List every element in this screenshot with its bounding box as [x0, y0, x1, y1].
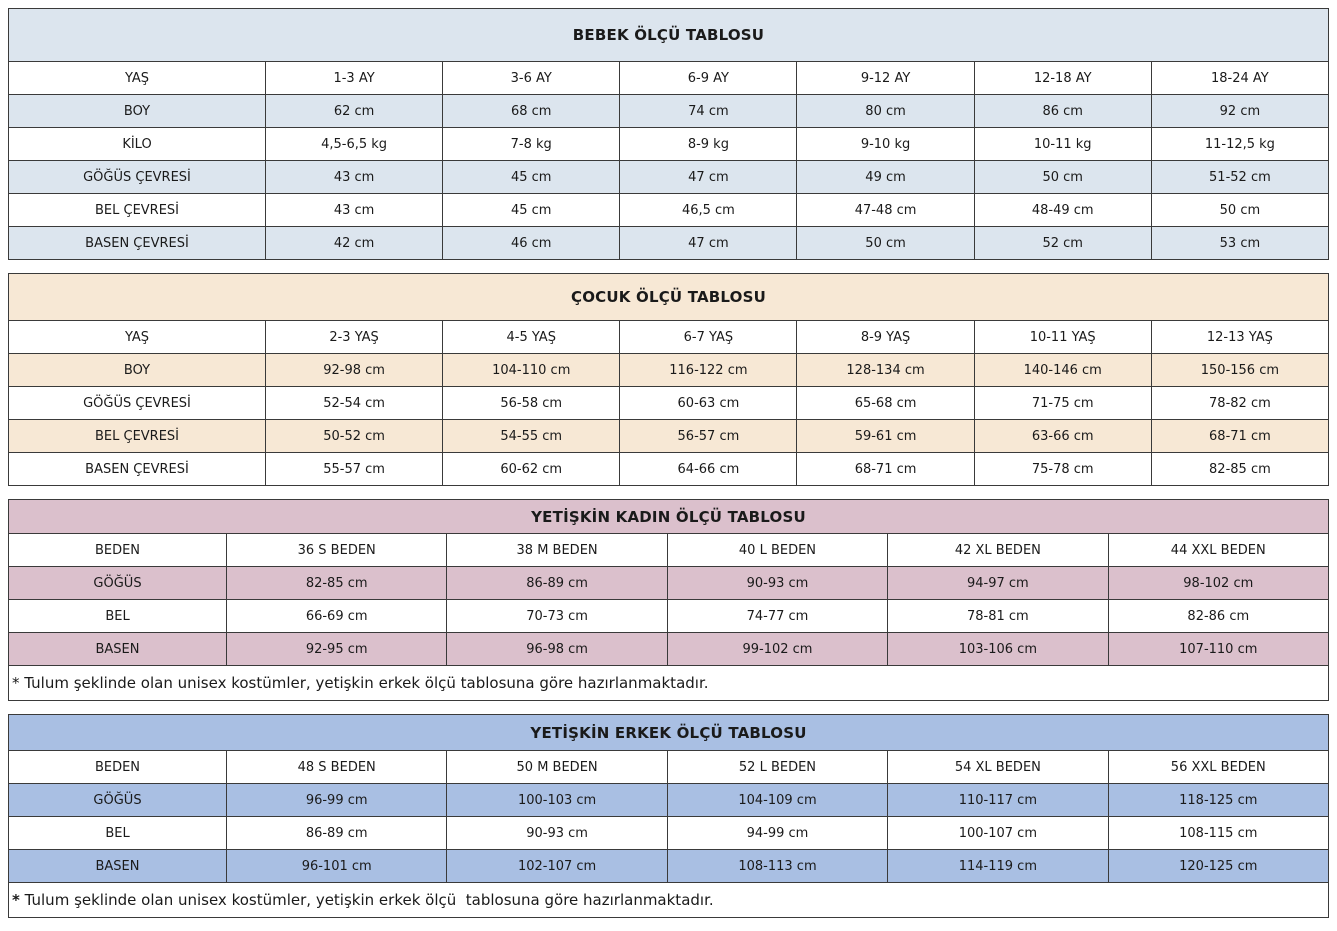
row-label-cell: BASEN — [9, 633, 227, 666]
table-row — [9, 784, 1329, 817]
value-cell: 1-3 AY — [266, 62, 443, 95]
table-row — [9, 817, 1329, 850]
value-cell: 2-3 YAŞ — [266, 321, 443, 354]
value-cell: 44 XXL BEDEN — [1108, 534, 1328, 567]
value-cell: 55-57 cm — [266, 453, 443, 486]
value-cell: 80 cm — [797, 95, 974, 128]
table-row — [9, 227, 1329, 260]
baby-size-table-section — [8, 8, 1329, 260]
value-cell: 10-11 YAŞ — [974, 321, 1151, 354]
value-cell: 3-6 AY — [443, 62, 620, 95]
table-row — [9, 354, 1329, 387]
value-cell: 56-57 cm — [620, 420, 797, 453]
value-cell: 48-49 cm — [974, 194, 1151, 227]
value-cell: 90-93 cm — [667, 567, 887, 600]
value-cell: 98-102 cm — [1108, 567, 1328, 600]
value-cell: 75-78 cm — [974, 453, 1151, 486]
value-cell: 50 cm — [1151, 194, 1328, 227]
value-cell: 4-5 YAŞ — [443, 321, 620, 354]
value-cell: 48 S BEDEN — [227, 751, 447, 784]
row-label-cell: BEDEN — [9, 534, 227, 567]
value-cell: 71-75 cm — [974, 387, 1151, 420]
value-cell: 104-110 cm — [443, 354, 620, 387]
footnote-asterisk: * — [12, 891, 20, 909]
value-cell: 82-85 cm — [1151, 453, 1328, 486]
value-cell: 49 cm — [797, 161, 974, 194]
value-cell: 46 cm — [443, 227, 620, 260]
row-label-cell: KİLO — [9, 128, 266, 161]
value-cell: 59-61 cm — [797, 420, 974, 453]
table-row — [9, 751, 1329, 784]
row-label-cell: BEL — [9, 600, 227, 633]
value-cell: 52-54 cm — [266, 387, 443, 420]
table-title: YETİŞKİN ERKEK ÖLÇÜ TABLOSU — [9, 715, 1329, 751]
value-cell: 86-89 cm — [447, 567, 667, 600]
footnote-row — [9, 883, 1329, 918]
value-cell: 78-82 cm — [1151, 387, 1328, 420]
row-label-cell: BASEN ÇEVRESİ — [9, 453, 266, 486]
adult-women-size-table — [8, 499, 1329, 701]
table-row — [9, 600, 1329, 633]
value-cell: 43 cm — [266, 161, 443, 194]
value-cell: 36 S BEDEN — [227, 534, 447, 567]
row-label-cell: BASEN — [9, 850, 227, 883]
table-row — [9, 95, 1329, 128]
value-cell: 18-24 AY — [1151, 62, 1328, 95]
value-cell: 50-52 cm — [266, 420, 443, 453]
footnote-row — [9, 666, 1329, 701]
child-size-table — [8, 273, 1329, 486]
value-cell: 99-102 cm — [667, 633, 887, 666]
table-title-row — [9, 274, 1329, 321]
value-cell: 104-109 cm — [667, 784, 887, 817]
unisex-costume-footnote — [9, 666, 1329, 701]
value-cell: 140-146 cm — [974, 354, 1151, 387]
value-cell: 116-122 cm — [620, 354, 797, 387]
value-cell: 68-71 cm — [797, 453, 974, 486]
value-cell: 86-89 cm — [227, 817, 447, 850]
table-row — [9, 321, 1329, 354]
value-cell: 92 cm — [1151, 95, 1328, 128]
row-label-cell: GÖĞÜS ÇEVRESİ — [9, 387, 266, 420]
value-cell: 96-98 cm — [447, 633, 667, 666]
value-cell: 6-9 AY — [620, 62, 797, 95]
table-title-row — [9, 500, 1329, 534]
footnote-text: Tulum şeklinde olan unisex kostümler, yetişkin erkek ölçü tablosuna göre hazırlanmaktadır. — [19, 674, 709, 692]
value-cell: 43 cm — [266, 194, 443, 227]
value-cell: 11-12,5 kg — [1151, 128, 1328, 161]
value-cell: 47 cm — [620, 227, 797, 260]
row-label-cell: YAŞ — [9, 321, 266, 354]
table-row — [9, 420, 1329, 453]
value-cell: 107-110 cm — [1108, 633, 1328, 666]
value-cell: 60-63 cm — [620, 387, 797, 420]
unisex-costume-footnote — [9, 883, 1329, 918]
table-row — [9, 62, 1329, 95]
value-cell: 54 XL BEDEN — [888, 751, 1108, 784]
adult-women-size-table-section — [8, 499, 1329, 701]
table-row — [9, 534, 1329, 567]
value-cell: 94-97 cm — [888, 567, 1108, 600]
value-cell: 7-8 kg — [443, 128, 620, 161]
value-cell: 92-95 cm — [227, 633, 447, 666]
row-label-cell: YAŞ — [9, 62, 266, 95]
row-label-cell: BOY — [9, 354, 266, 387]
table-title: YETİŞKİN KADIN ÖLÇÜ TABLOSU — [9, 500, 1329, 534]
value-cell: 62 cm — [266, 95, 443, 128]
table-title: BEBEK ÖLÇÜ TABLOSU — [9, 9, 1329, 62]
value-cell: 45 cm — [443, 194, 620, 227]
value-cell: 8-9 kg — [620, 128, 797, 161]
table-title: ÇOCUK ÖLÇÜ TABLOSU — [9, 274, 1329, 321]
value-cell: 78-81 cm — [888, 600, 1108, 633]
value-cell: 51-52 cm — [1151, 161, 1328, 194]
value-cell: 4,5-6,5 kg — [266, 128, 443, 161]
row-label-cell: BEL ÇEVRESİ — [9, 194, 266, 227]
value-cell: 60-62 cm — [443, 453, 620, 486]
value-cell: 40 L BEDEN — [667, 534, 887, 567]
value-cell: 110-117 cm — [888, 784, 1108, 817]
value-cell: 66-69 cm — [227, 600, 447, 633]
value-cell: 9-10 kg — [797, 128, 974, 161]
value-cell: 114-119 cm — [888, 850, 1108, 883]
value-cell: 53 cm — [1151, 227, 1328, 260]
value-cell: 150-156 cm — [1151, 354, 1328, 387]
value-cell: 50 cm — [974, 161, 1151, 194]
row-label-cell: BEL ÇEVRESİ — [9, 420, 266, 453]
value-cell: 86 cm — [974, 95, 1151, 128]
value-cell: 52 L BEDEN — [667, 751, 887, 784]
value-cell: 102-107 cm — [447, 850, 667, 883]
value-cell: 12-13 YAŞ — [1151, 321, 1328, 354]
value-cell: 118-125 cm — [1108, 784, 1328, 817]
value-cell: 56 XXL BEDEN — [1108, 751, 1328, 784]
table-row — [9, 161, 1329, 194]
value-cell: 108-115 cm — [1108, 817, 1328, 850]
value-cell: 63-66 cm — [974, 420, 1151, 453]
value-cell: 42 XL BEDEN — [888, 534, 1108, 567]
value-cell: 68-71 cm — [1151, 420, 1328, 453]
value-cell: 47-48 cm — [797, 194, 974, 227]
table-row — [9, 850, 1329, 883]
table-row — [9, 567, 1329, 600]
value-cell: 92-98 cm — [266, 354, 443, 387]
value-cell: 65-68 cm — [797, 387, 974, 420]
adult-men-size-table — [8, 714, 1329, 918]
value-cell: 64-66 cm — [620, 453, 797, 486]
table-row — [9, 387, 1329, 420]
row-label-cell: BEL — [9, 817, 227, 850]
value-cell: 120-125 cm — [1108, 850, 1328, 883]
value-cell: 8-9 YAŞ — [797, 321, 974, 354]
value-cell: 96-99 cm — [227, 784, 447, 817]
value-cell: 100-103 cm — [447, 784, 667, 817]
value-cell: 54-55 cm — [443, 420, 620, 453]
baby-size-table — [8, 8, 1329, 260]
value-cell: 74-77 cm — [667, 600, 887, 633]
table-title-row — [9, 715, 1329, 751]
value-cell: 50 M BEDEN — [447, 751, 667, 784]
table-row — [9, 194, 1329, 227]
row-label-cell: GÖĞÜS ÇEVRESİ — [9, 161, 266, 194]
value-cell: 94-99 cm — [667, 817, 887, 850]
value-cell: 103-106 cm — [888, 633, 1108, 666]
value-cell: 70-73 cm — [447, 600, 667, 633]
footnote-asterisk: * — [12, 674, 20, 692]
value-cell: 12-18 AY — [974, 62, 1151, 95]
adult-men-size-table-section — [8, 714, 1329, 918]
child-size-table-section — [8, 273, 1329, 486]
value-cell: 82-85 cm — [227, 567, 447, 600]
value-cell: 38 M BEDEN — [447, 534, 667, 567]
value-cell: 74 cm — [620, 95, 797, 128]
value-cell: 108-113 cm — [667, 850, 887, 883]
value-cell: 100-107 cm — [888, 817, 1108, 850]
value-cell: 6-7 YAŞ — [620, 321, 797, 354]
row-label-cell: BEDEN — [9, 751, 227, 784]
value-cell: 56-58 cm — [443, 387, 620, 420]
value-cell: 90-93 cm — [447, 817, 667, 850]
value-cell: 10-11 kg — [974, 128, 1151, 161]
value-cell: 45 cm — [443, 161, 620, 194]
table-title-row — [9, 9, 1329, 62]
table-row — [9, 633, 1329, 666]
value-cell: 50 cm — [797, 227, 974, 260]
value-cell: 9-12 AY — [797, 62, 974, 95]
row-label-cell: BOY — [9, 95, 266, 128]
row-label-cell: GÖĞÜS — [9, 784, 227, 817]
value-cell: 46,5 cm — [620, 194, 797, 227]
table-row — [9, 453, 1329, 486]
value-cell: 47 cm — [620, 161, 797, 194]
footnote-text: Tulum şeklinde olan unisex kostümler, yetişkin erkek ölçü tablosuna göre hazırlanmaktadır. — [19, 891, 714, 909]
table-row — [9, 128, 1329, 161]
value-cell: 68 cm — [443, 95, 620, 128]
value-cell: 82-86 cm — [1108, 600, 1328, 633]
value-cell: 128-134 cm — [797, 354, 974, 387]
row-label-cell: GÖĞÜS — [9, 567, 227, 600]
row-label-cell: BASEN ÇEVRESİ — [9, 227, 266, 260]
value-cell: 42 cm — [266, 227, 443, 260]
value-cell: 96-101 cm — [227, 850, 447, 883]
value-cell: 52 cm — [974, 227, 1151, 260]
